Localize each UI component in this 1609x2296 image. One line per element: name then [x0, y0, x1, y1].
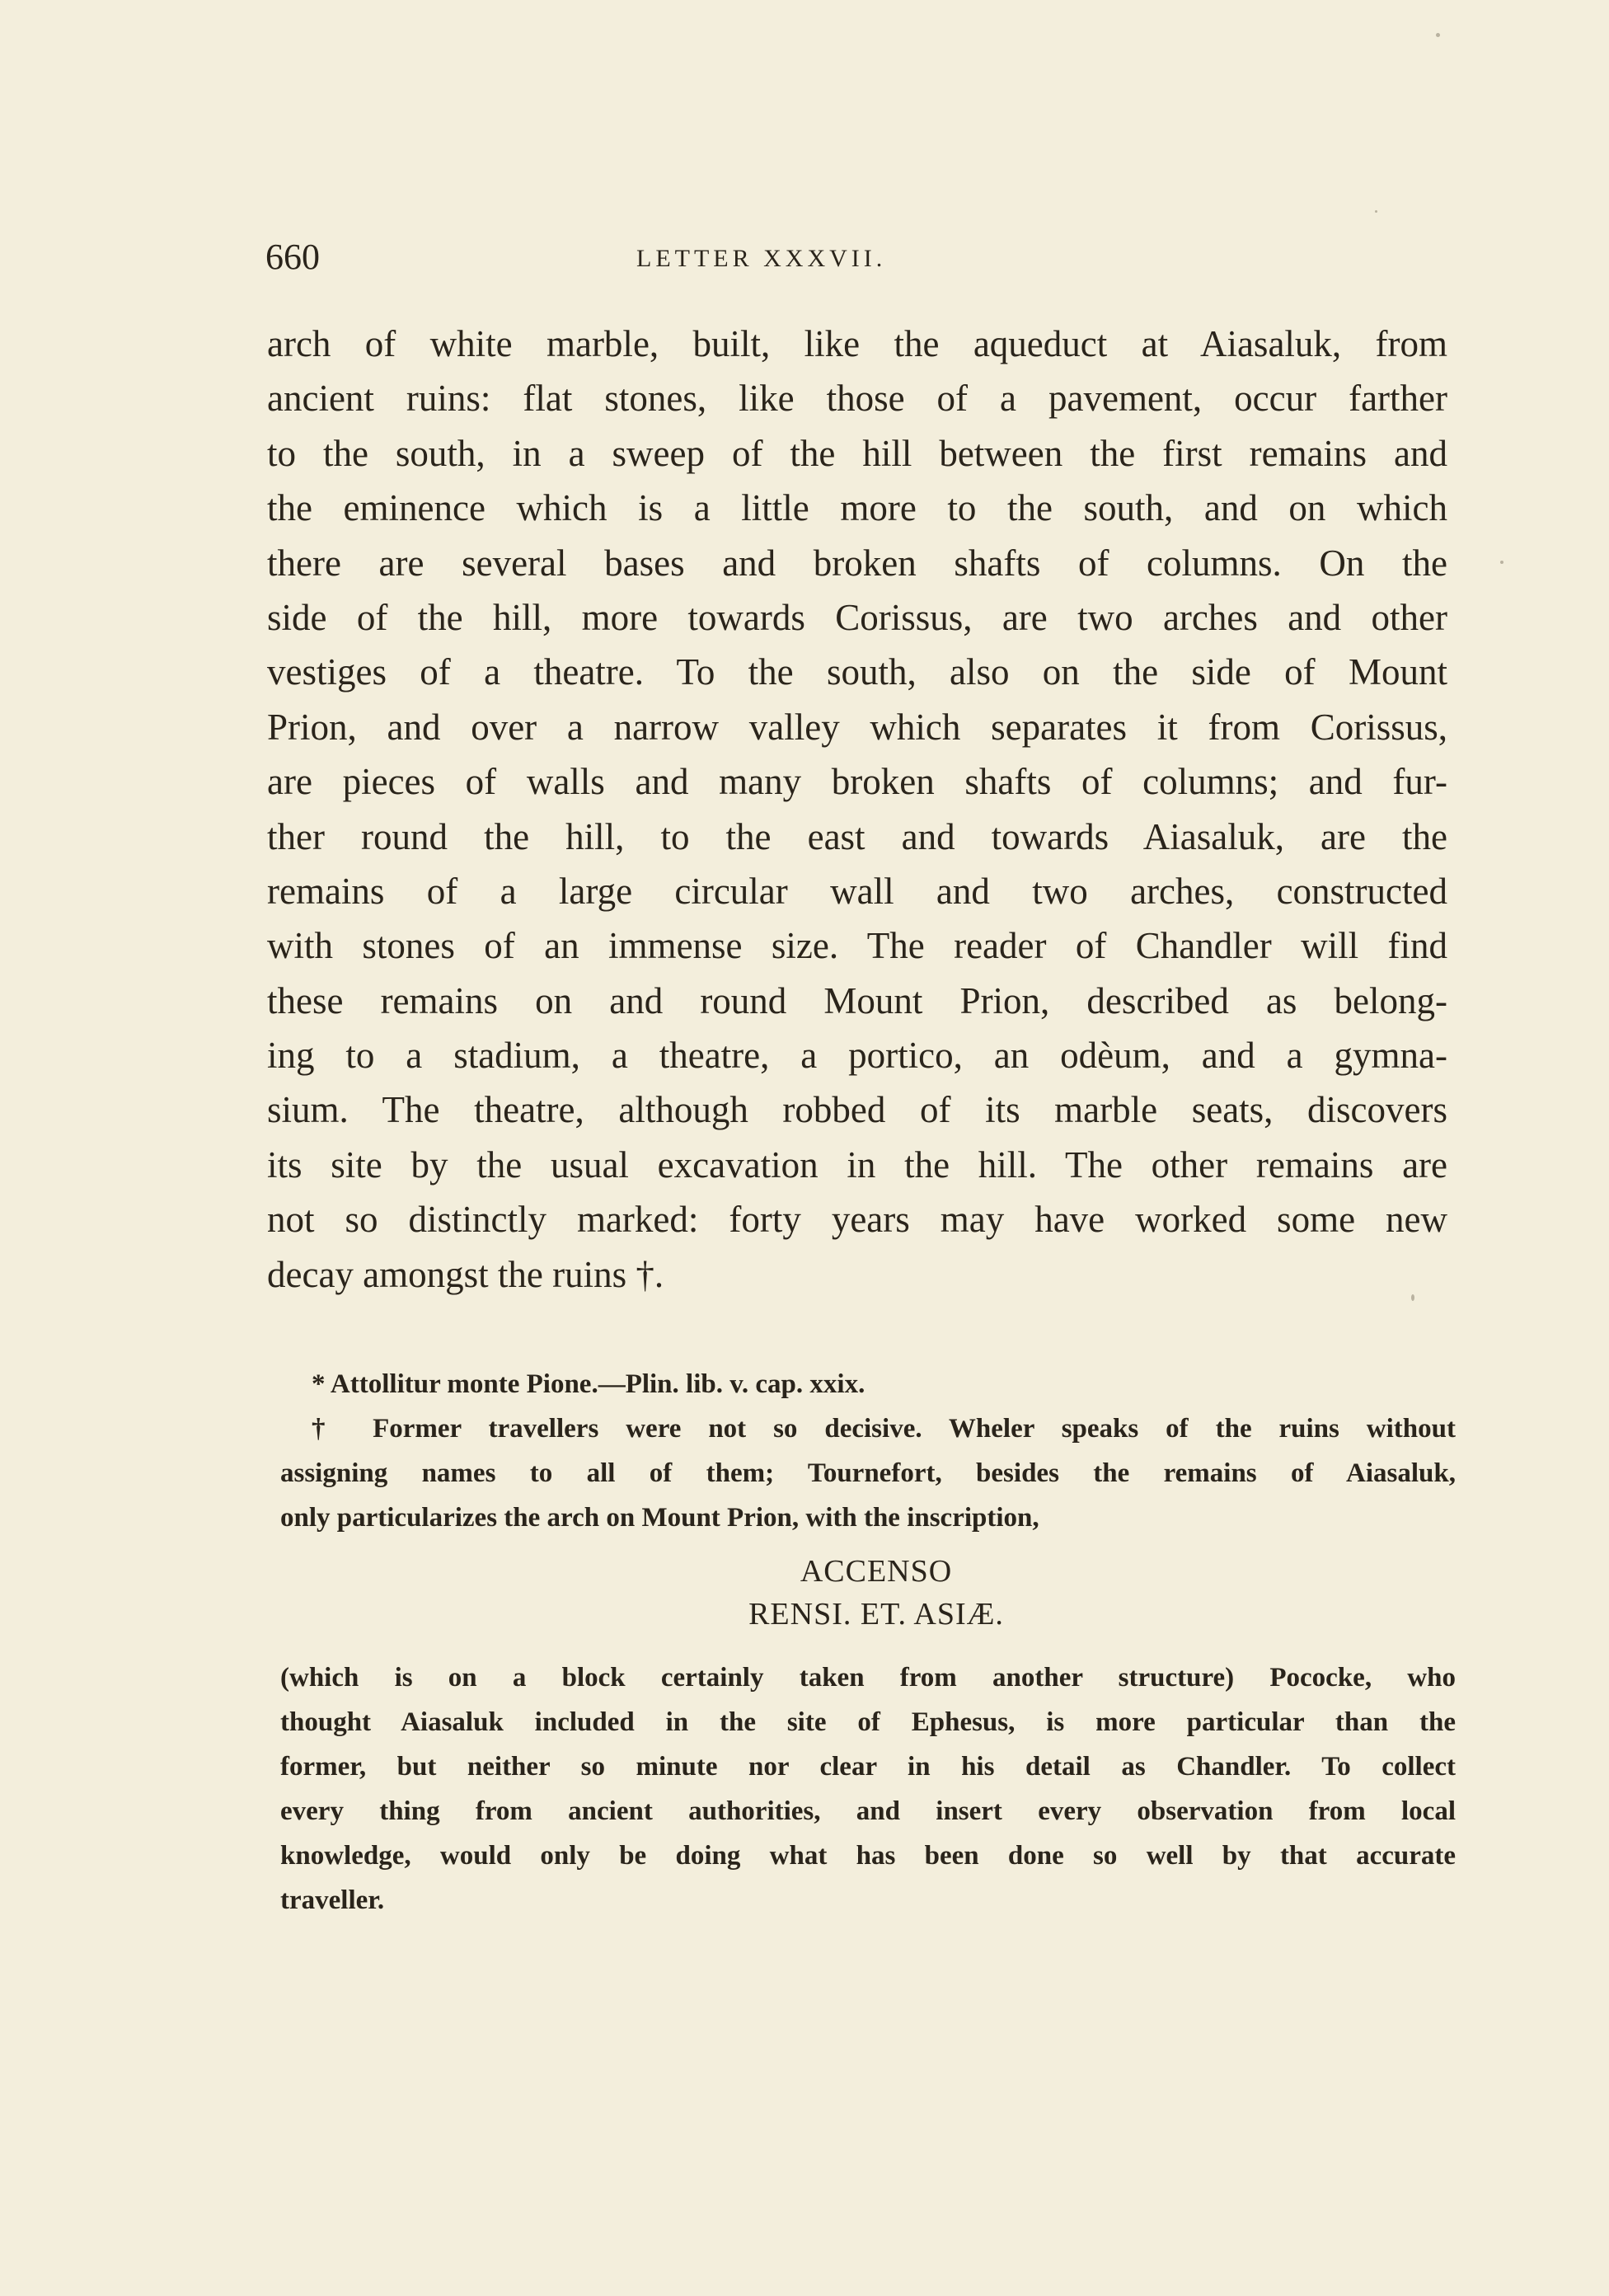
main-text: [267, 317, 1447, 1302]
text-line: side of the hill, more towards Corissus, are two arches and other: [267, 596, 1447, 638]
footnote-2-line: knowledge, would only be doing what has been done so well by that accurate: [280, 1841, 1456, 1871]
paper-speck: [1500, 561, 1503, 564]
inscription-line: ACCENSO: [800, 1554, 953, 1589]
text-line: the eminence which is a little more to the south, and on which: [267, 487, 1447, 529]
text-line: not so distinctly marked: forty years may have worked some new: [267, 1199, 1447, 1241]
text-line: these remains on and round Mount Prion, described as belong-: [267, 979, 1447, 1021]
text-line: vestiges of a theatre. To the south, also on the side of Mount: [267, 651, 1447, 693]
inscription-line: RENSI. ET. ASIÆ.: [748, 1597, 1004, 1632]
text-line: remains of a large circular wall and two arches, constructed: [267, 870, 1447, 912]
text-line: to the south, in a sweep of the hill between the first remains and: [267, 432, 1447, 474]
paper-speck: [1411, 1294, 1414, 1301]
text-line: Prion, and over a narrow valley which separates it from Corissus,: [267, 706, 1447, 748]
footnote-2-line: (which is on a block certainly taken from another structure) Pococke, who: [280, 1663, 1456, 1693]
text-line: there are several bases and broken shafts of columns. On the: [267, 542, 1447, 584]
paper-speck: [1436, 33, 1440, 37]
footnote-2-line: † Former travellers were not so decisive. Wheler speaks of the ruins without: [312, 1414, 1456, 1444]
page-header: [265, 232, 1444, 282]
text-line: ing to a stadium, a theatre, a portico, an odèum, and a gymna-: [267, 1035, 1447, 1077]
running-title: LETTER XXXVII.: [636, 245, 887, 272]
footnote-2-line: only particularizes the arch on Mount Prion, with the inscription,: [280, 1503, 1039, 1533]
text-line: with stones of an immense size. The reader of Chandler will find: [267, 925, 1447, 967]
footnote-2-line: thought Aiasaluk included in the site of Ephesus, is more particular than the: [280, 1707, 1456, 1737]
text-line: ancient ruins: flat stones, like those of a pavement, occur farther: [267, 378, 1447, 420]
page-number: 660: [265, 237, 320, 277]
footnote-2-line: former, but neither so minute nor clear in his detail as Chandler. To collect: [280, 1752, 1456, 1782]
footnote-1: * Attollitur monte Pione.—Plin. lib. v. cap. xxix.: [312, 1369, 865, 1399]
inscription: [280, 1550, 1456, 1636]
text-line: are pieces of walls and many broken shafts of columns; and fur-: [267, 761, 1447, 803]
text-line: arch of white marble, built, like the aqueduct at Aiasaluk, from: [267, 323, 1447, 364]
paper-speck: [1375, 210, 1377, 213]
footnotes: [280, 1362, 1456, 1923]
text-line: decay amongst the ruins †.: [267, 1253, 664, 1295]
text-line: ther round the hill, to the east and towards Aiasaluk, are the: [267, 815, 1447, 857]
footnote-2-line: every thing from ancient authorities, and insert every observation from local: [280, 1796, 1456, 1826]
text-line: sium. The theatre, although robbed of its marble seats, discovers: [267, 1089, 1447, 1131]
footnote-2-line: traveller.: [280, 1885, 385, 1915]
footnote-2-line: assigning names to all of them; Tournefort, besides the remains of Aiasaluk,: [280, 1458, 1456, 1488]
text-line: its site by the usual excavation in the hill. The other remains are: [267, 1143, 1447, 1186]
